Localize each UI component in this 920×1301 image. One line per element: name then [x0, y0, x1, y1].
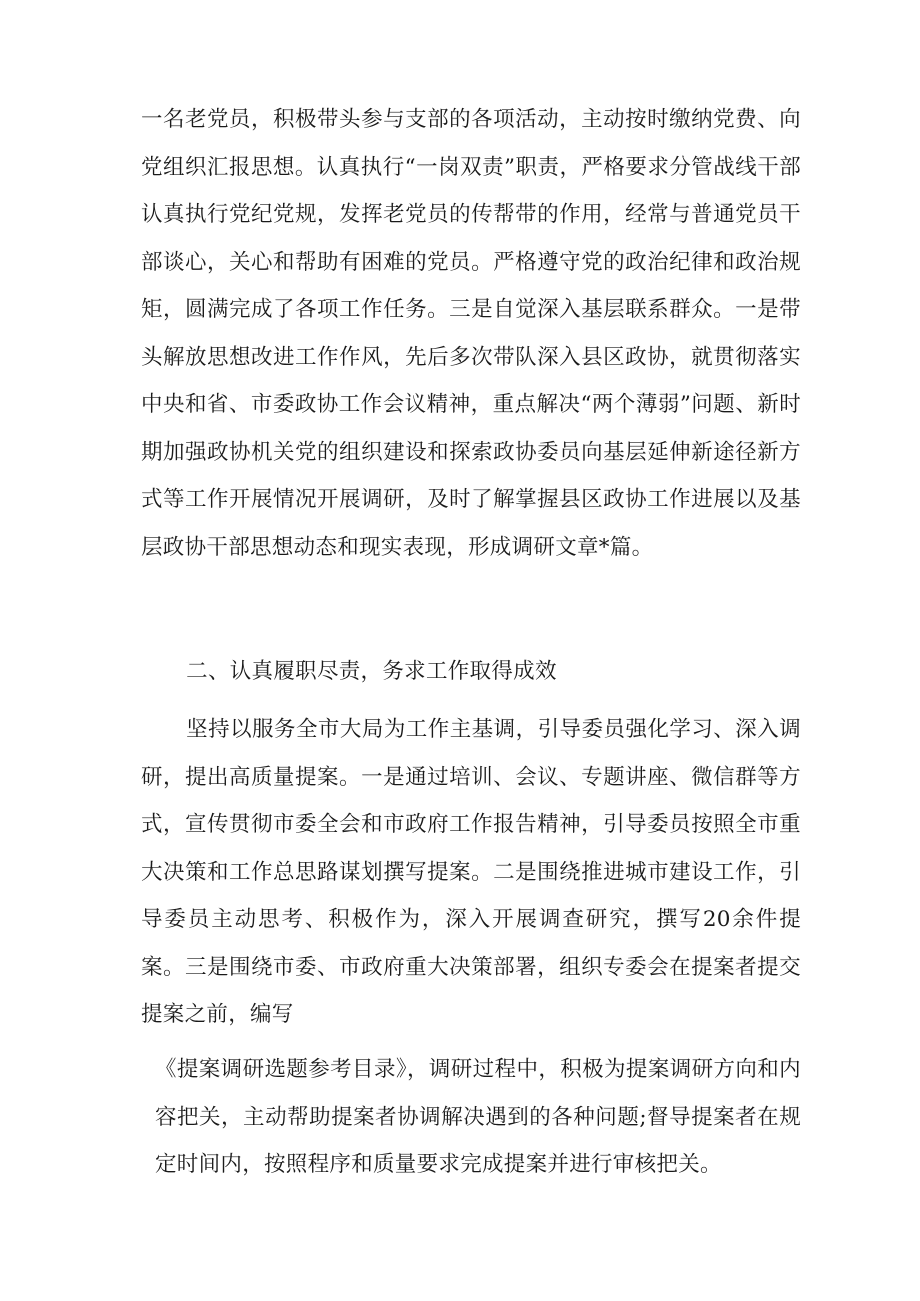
section-heading: 二、认真履职尽责，务求工作取得成效: [186, 659, 557, 684]
body-paragraph-1: 一名老党员，积极带头参与支部的各项活动，主动按时缴纳党费、向党组织汇报思想。认真执行“一岗双责”职责，严格要求分管战线干部认真执行党纪党规，发挥老党员的传帮带的作用，经常与普通党员干部谈心，关心和帮助有困难的党员。严格遵守党的政治纪律和政治规矩，圆满完成了各项工作任务。三是自觉深入基层联系群众。一是带头解放思想改进工作作风，先后多次带队深入县区政协，就贯彻落实中央和省、市委政协工作会议精神，重点解决“两个薄弱”问题、新时期加强政协机关党的组织建设和探索政协委员向基层延伸新途径新方式等工作开展情况开展调研，及时了解掌握县区政协工作进展以及基层政协干部思想动态和现实表现，形成调研文章*篇。: [141, 107, 801, 560]
body-paragraph-3: 《提案调研选题参考目录》，调研过程中，积极为提案调研方向和内容把关，主动帮助提案者协调解决遇到的各种问题;督导提案者在规定时间内，按照程序和质量要求完成提案并进行审核把关。: [155, 1057, 801, 1177]
body-paragraph-2: 坚持以服务全市大局为工作主基调，引导委员强化学习、深入调研，提出高质量提案。一是通过培训、会议、专题讲座、微信群等方式，宣传贯彻市委全会和市政府工作报告精神，引导委员按照全市重大决策和工作总思路谋划撰写提案。二是围绕推进城市建设工作，引导委员主动思考、积极作为，深入开展调查研究，撰写20余件提案。三是围绕市委、市政府重大决策部署，组织专委会在提案者提交提案之前，编写: [141, 717, 801, 1027]
